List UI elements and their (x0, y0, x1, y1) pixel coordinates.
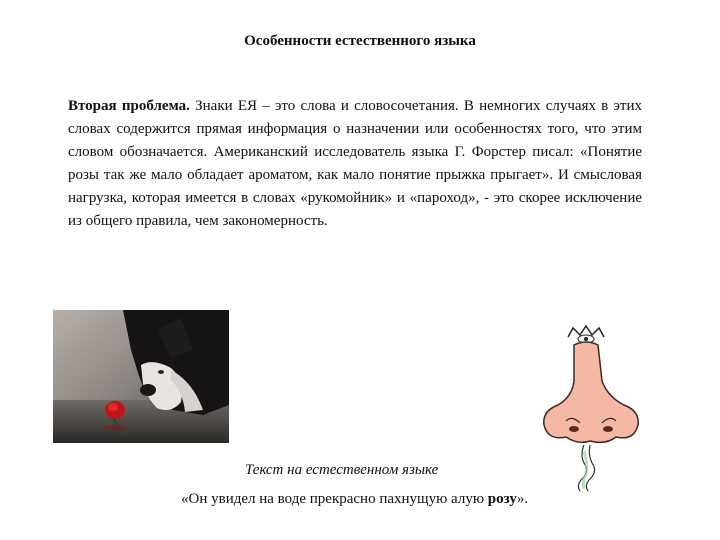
nose-illustration (536, 323, 646, 493)
caption-example-sentence (181, 491, 528, 508)
caption-keyword: розу (487, 491, 517, 507)
dog-smelling-rose-photo (53, 310, 229, 443)
paragraph-lead: Вторая проблема. (68, 98, 190, 114)
caption-text-start: «Он увидел на воде прекрасно пахнущую алую (181, 491, 488, 507)
paragraph-body: Знаки ЕЯ – это слова и словосочетания. В немногих случаях в этих словах содержится прямая информация о назначении или особенностях того, что этим словом обозначается. Американский исследователь языка Г. Форстер писал: «Понятие розы так же мало обладает ароматом, как мало понятие прыжка прыгает». И смысловая нагрузка, которая имеется в словах «рукомойник» и «пароход», - это скорее исключение из общего правила, чем закономерность. (68, 98, 642, 229)
caption-text-end: ». (516, 491, 529, 507)
page-title: Особенности естественного языка (244, 33, 476, 49)
main-paragraph (68, 95, 642, 233)
caption-heading: Текст на естественном языке (245, 462, 439, 478)
